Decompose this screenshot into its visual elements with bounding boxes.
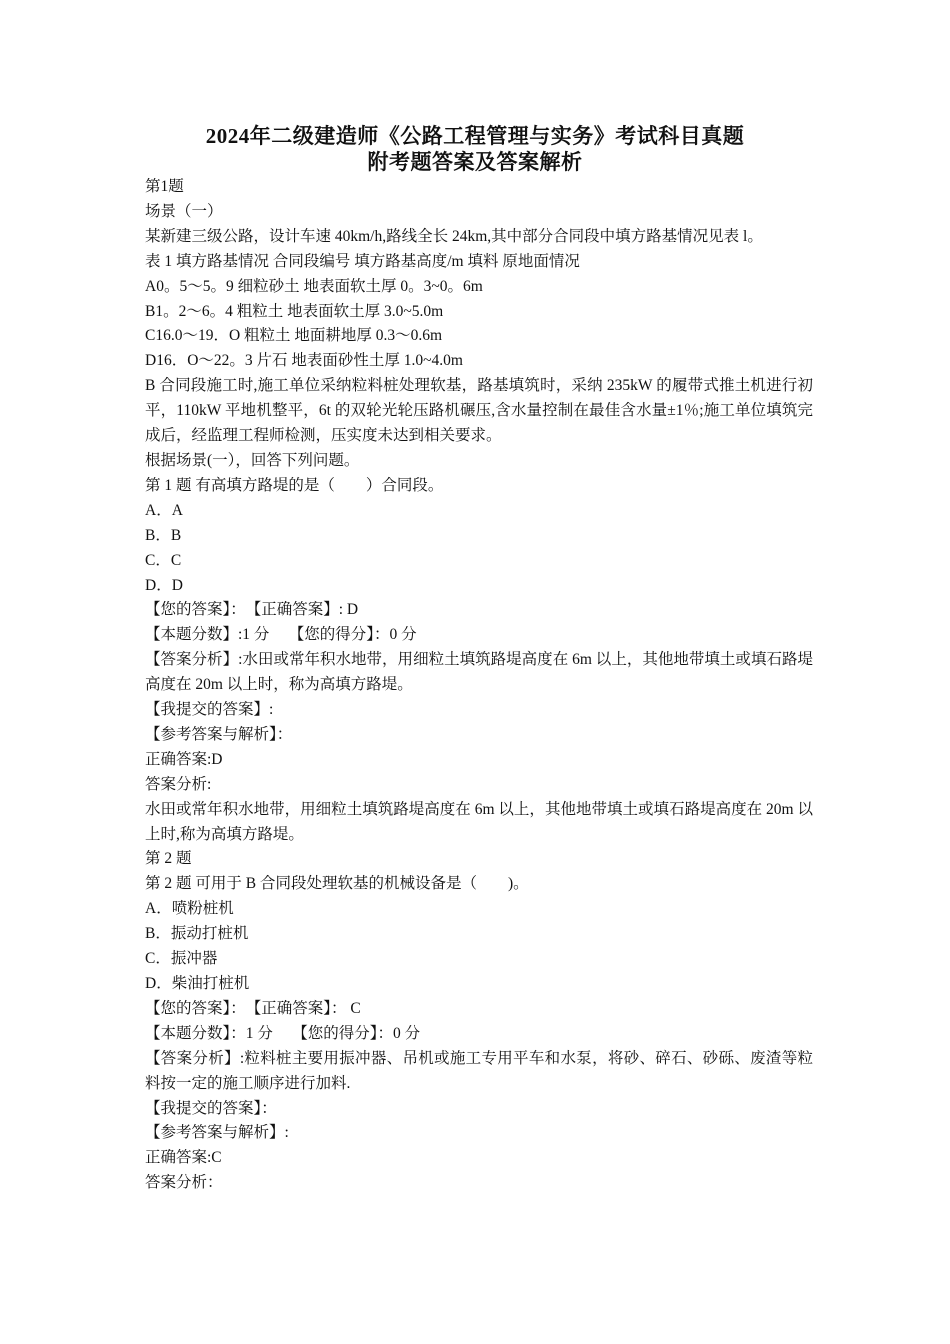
answer-analysis: 【答案分析】:水田或常年积水地带，用细粒土填筑路堤高度在 6m 以上，其他地带填土或填石路堤高度在 20m 以上时，称为高填方路堤。 — [145, 651, 813, 694]
table-row: C16.0～19．O 粗粒土 地面耕地厚 0.3～0.6m — [145, 327, 443, 345]
answer-option: A．喷粉桩机 — [145, 900, 234, 918]
table-caption: 表 1 填方路基情况 合同段编号 填方路基高度/m 填料 原地面情况 — [145, 252, 580, 270]
question-heading: 第 2 题 — [145, 850, 192, 868]
instruction-text: 根据场景(一），回答下列问题。 — [145, 451, 360, 469]
answer-summary: 【您的答案】： 【正确答案】： C — [145, 999, 361, 1017]
score-summary: 【本题分数】：1 分 【您的得分】：0 分 — [145, 1024, 421, 1042]
scenario-heading: 场景（一） — [145, 202, 223, 220]
table-row: A0。5～5。9 细粒砂土 地表面软土厚 0。3~0。6m — [145, 277, 483, 295]
submitted-answer: 【我提交的答案】： — [145, 1099, 277, 1117]
reference-heading: 【参考答案与解析】： — [145, 725, 293, 743]
question-text: 第 2 题 可用于 B 合同段处理软基的机械设备是（ )。 — [145, 875, 529, 893]
answer-option: C．振冲器 — [145, 950, 218, 968]
answer-option: C．C — [145, 551, 182, 569]
answer-option: A．A — [145, 501, 183, 519]
table-row: D16．O～22。3 片石 地表面砂性土厚 1.0~4.0m — [145, 352, 463, 370]
question-text: 第 1 题 有高填方路堤的是（ ）合同段。 — [145, 476, 444, 494]
analysis-heading: 答案分析: — [145, 775, 212, 793]
answer-summary: 【您的答案】： 【正确答案】: D — [145, 601, 359, 619]
answer-analysis: 【答案分析】:粒料桩主要用振冲器、吊机或施工专用平车和水泵，将砂、碎石、砂砾、废渣等粒料按一定的施工顺序进行加料. — [145, 1049, 813, 1092]
analysis-text: 水田或常年积水地带，用细粒土填筑路堤高度在 6m 以上，其他地带填土或填石路堤高度在 20m 以上时,称为高填方路堤。 — [145, 800, 813, 843]
document-body — [145, 175, 813, 1196]
document-subtitle: 附考题答案及答案解析 — [367, 150, 583, 174]
reference-heading: 【参考答案与解析】: — [145, 1124, 289, 1142]
question-heading: 第1题 — [145, 178, 184, 195]
answer-option: B．B — [145, 526, 182, 544]
analysis-heading: 答案分析： — [145, 1174, 223, 1192]
answer-option: D．D — [145, 576, 183, 594]
answer-option: D．柴油打桩机 — [145, 975, 250, 992]
document-title: 2024年二级建造师《公路工程管理与实务》考试科目真题 — [205, 124, 745, 148]
correct-answer: 正确答案:D — [145, 750, 223, 768]
table-row: B1。2～6。4 粗粒土 地表面软土厚 3.0~5.0m — [145, 302, 444, 320]
score-summary: 【本题分数】:1 分 【您的得分】：0 分 — [145, 626, 417, 644]
scenario-paragraph: B 合同段施工时,施工单位采纳粒料桩处理软基，路基填筑时，采纳 235kW 的履带式推土机进行初平，110kW 平地机整平，6t 的双轮光轮压路机碾压,含水量控制在最佳含水量±1％;施工单位填筑完成后，经监理工程师检测，压实度未达到相关要求。 — [145, 377, 813, 445]
submitted-answer: 【我提交的答案】: — [145, 701, 274, 719]
answer-option: B．振动打桩机 — [145, 925, 249, 943]
correct-answer: 正确答案:C — [145, 1149, 222, 1167]
scenario-paragraph: 某新建三级公路，设计车速 40km/h,路线全长 24km,其中部分合同段中填方路基情况见表 l。 — [145, 227, 763, 245]
